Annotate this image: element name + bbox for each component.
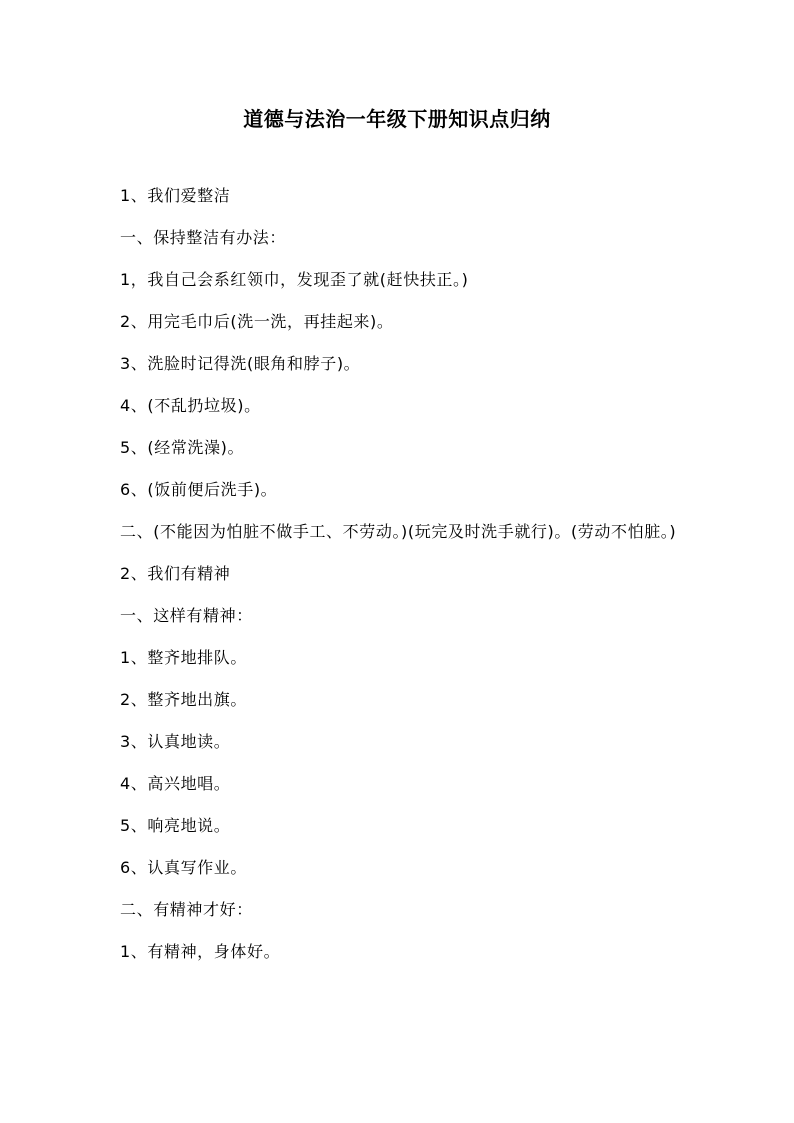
list-item: 1，我自己会系红领巾，发现歪了就(赶快扶正。) xyxy=(120,270,469,289)
section-heading: 1、我们爱整洁 xyxy=(120,186,231,205)
list-item: 6、(饭前便后洗手)。 xyxy=(120,480,278,499)
list-item: 6、认真写作业。 xyxy=(120,858,247,877)
section-heading: 2、我们有精神 xyxy=(120,564,231,583)
list-item: 5、(经常洗澡)。 xyxy=(120,438,245,457)
paragraph: 二、(不能因为怕脏不做手工、不劳动。)(玩完及时洗手就行)。(劳动不怕脏。) xyxy=(120,522,677,541)
list-item: 4、(不乱扔垃圾)。 xyxy=(120,396,261,415)
list-item: 3、认真地读。 xyxy=(120,732,231,751)
subsection-heading: 一、保持整洁有办法： xyxy=(120,228,287,247)
list-item: 2、整齐地出旗。 xyxy=(120,690,247,709)
list-item: 1、有精神，身体好。 xyxy=(120,942,281,961)
list-item: 5、响亮地说。 xyxy=(120,816,231,835)
subsection-heading: 二、有精神才好： xyxy=(120,900,253,919)
list-item: 3、洗脸时记得洗(眼角和脖子)。 xyxy=(120,354,361,373)
subsection-heading: 一、这样有精神： xyxy=(120,606,253,625)
list-item: 2、用完毛巾后(洗一洗，再挂起来)。 xyxy=(120,312,394,331)
list-item: 4、高兴地唱。 xyxy=(120,774,231,793)
document-title: 道德与法治一年级下册知识点归纳 xyxy=(243,107,551,131)
document-body xyxy=(120,175,680,973)
list-item: 1、整齐地排队。 xyxy=(120,648,247,667)
